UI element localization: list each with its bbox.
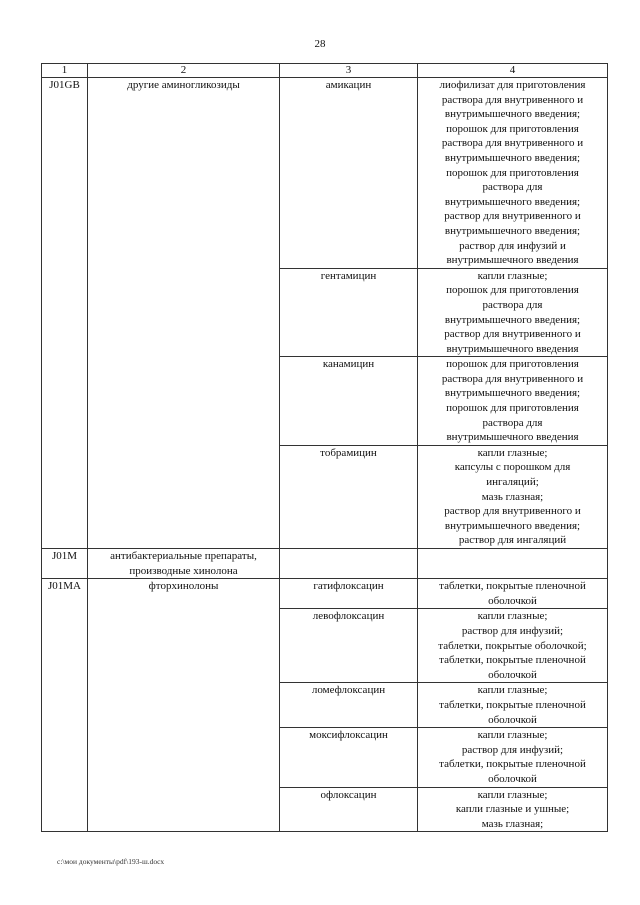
- dosage-form-line: раствора для внутривенного и: [441, 137, 584, 150]
- dosage-form-line: раствор для внутривенного и: [444, 328, 581, 341]
- file-path-footer: c:\мои документы\pdf\193-ш.docx: [57, 857, 165, 866]
- dosage-form-cell: [418, 728, 608, 787]
- dosage-form-cell: [418, 609, 608, 683]
- column-header-2: 2: [88, 64, 280, 78]
- atc-group-name-cell: другие аминогликозиды: [88, 78, 280, 549]
- dosage-form-line: порошок для приготовления: [446, 402, 579, 415]
- dosage-form-line: раствора для: [482, 416, 543, 429]
- drug-name-cell: левофлоксацин: [280, 609, 418, 683]
- dosage-form-line: порошок для приготовления: [446, 358, 579, 371]
- dosage-form-line: капли глазные;: [477, 446, 548, 459]
- dosage-form-line: внутримышечного введения: [446, 431, 579, 444]
- dosage-form-line: оболочкой: [488, 713, 537, 726]
- dosage-form-line: таблетки, покрытые пленочной: [439, 758, 586, 771]
- dosage-form-line: таблетки, покрытые пленочной: [439, 654, 586, 667]
- dosage-form-line: ингаляций;: [486, 476, 539, 489]
- dosage-form-line: капли глазные;: [477, 610, 548, 623]
- dosage-form-line: мазь глазная;: [481, 490, 544, 503]
- atc-code-cell: J01MA: [42, 579, 88, 832]
- table-header-row: [42, 64, 608, 78]
- dosage-form-line: внутримышечного введения;: [444, 195, 581, 208]
- table-row: [42, 549, 608, 579]
- dosage-form-line: порошок для приготовления: [446, 284, 579, 297]
- dosage-form-line: внутримышечного введения;: [444, 224, 581, 237]
- column-header-4: 4: [418, 64, 608, 78]
- dosage-form-line: раствора для внутривенного и: [441, 372, 584, 385]
- dosage-form-line: оболочкой: [488, 668, 537, 681]
- dosage-form-line: порошок для приготовления: [446, 122, 579, 135]
- atc-group-name-cell: антибактериальные препараты, производные хинолона: [88, 549, 280, 579]
- dosage-form-cell: [418, 579, 608, 609]
- dosage-form-line: капли глазные;: [477, 788, 548, 801]
- dosage-form-line: мазь глазная;: [481, 817, 544, 830]
- dosage-form-line: раствор для внутривенного и: [444, 505, 581, 518]
- column-header-3: 3: [280, 64, 418, 78]
- dosage-form-line: капли глазные;: [477, 729, 548, 742]
- drug-name-cell: моксифлоксацин: [280, 728, 418, 787]
- dosage-form-line: раствора для внутривенного и: [441, 93, 584, 106]
- dosage-form-line: капли глазные;: [477, 684, 548, 697]
- dosage-form-line: раствор для инфузий;: [461, 743, 564, 756]
- dosage-form-line: внутримышечного введения;: [444, 108, 581, 121]
- dosage-form-line: раствора для: [482, 181, 543, 194]
- dosage-form-line: раствор для ингаляций: [458, 534, 567, 547]
- dosage-form-line: капли глазные и ушные;: [455, 803, 570, 816]
- dosage-form-line: раствор для инфузий и: [459, 239, 566, 252]
- dosage-form-line: капли глазные;: [477, 269, 548, 282]
- dosage-form-cell: [418, 78, 608, 269]
- dosage-form-line: раствор для инфузий;: [461, 624, 564, 637]
- dosage-form-line: капсулы с порошком для: [454, 461, 571, 474]
- atc-group-name-cell: фторхинолоны: [88, 579, 280, 832]
- atc-code-cell: J01M: [42, 549, 88, 579]
- dosage-form-line: таблетки, покрытые оболочкой;: [438, 639, 587, 652]
- drug-name-cell: канамицин: [280, 357, 418, 446]
- dosage-form-line: внутримышечного введения: [446, 342, 579, 355]
- drug-name-cell: ломефлоксацин: [280, 683, 418, 728]
- table-row: [42, 78, 608, 269]
- dosage-form-line: оболочкой: [488, 594, 537, 607]
- dosage-form-line: таблетки, покрытые пленочной: [439, 580, 586, 593]
- dosage-form-cell: [418, 683, 608, 728]
- drug-name-cell: гатифлоксацин: [280, 579, 418, 609]
- dosage-form-line: раствора для: [482, 298, 543, 311]
- atc-code-cell: J01GB: [42, 78, 88, 549]
- page-number: 28: [314, 38, 326, 50]
- dosage-form-cell: [418, 549, 608, 579]
- drug-name-cell: тобрамицин: [280, 445, 418, 548]
- column-header-1: 1: [42, 64, 88, 78]
- dosage-form-cell: [418, 787, 608, 832]
- dosage-form-cell: [418, 357, 608, 446]
- dosage-form-line: внутримышечного введения;: [444, 387, 581, 400]
- drug-name-cell: гентамицин: [280, 268, 418, 357]
- dosage-form-line: внутримышечного введения;: [444, 519, 581, 532]
- table-row: [42, 579, 608, 609]
- dosage-form-cell: [418, 445, 608, 548]
- dosage-form-line: внутримышечного введения: [446, 254, 579, 267]
- dosage-form-line: порошок для приготовления: [446, 166, 579, 179]
- drug-name-cell: [280, 549, 418, 579]
- dosage-form-line: раствор для внутривенного и: [444, 210, 581, 223]
- dosage-form-line: внутримышечного введения;: [444, 313, 581, 326]
- dosage-form-line: внутримышечного введения;: [444, 151, 581, 164]
- dosage-form-line: таблетки, покрытые пленочной: [439, 698, 586, 711]
- dosage-form-cell: [418, 268, 608, 357]
- drug-table: [41, 63, 608, 832]
- dosage-form-line: лиофилизат для приготовления: [439, 79, 586, 91]
- drug-name-cell: офлоксацин: [280, 787, 418, 832]
- drug-name-cell: амикацин: [280, 78, 418, 269]
- table-body: [42, 78, 608, 832]
- dosage-form-line: оболочкой: [488, 772, 537, 785]
